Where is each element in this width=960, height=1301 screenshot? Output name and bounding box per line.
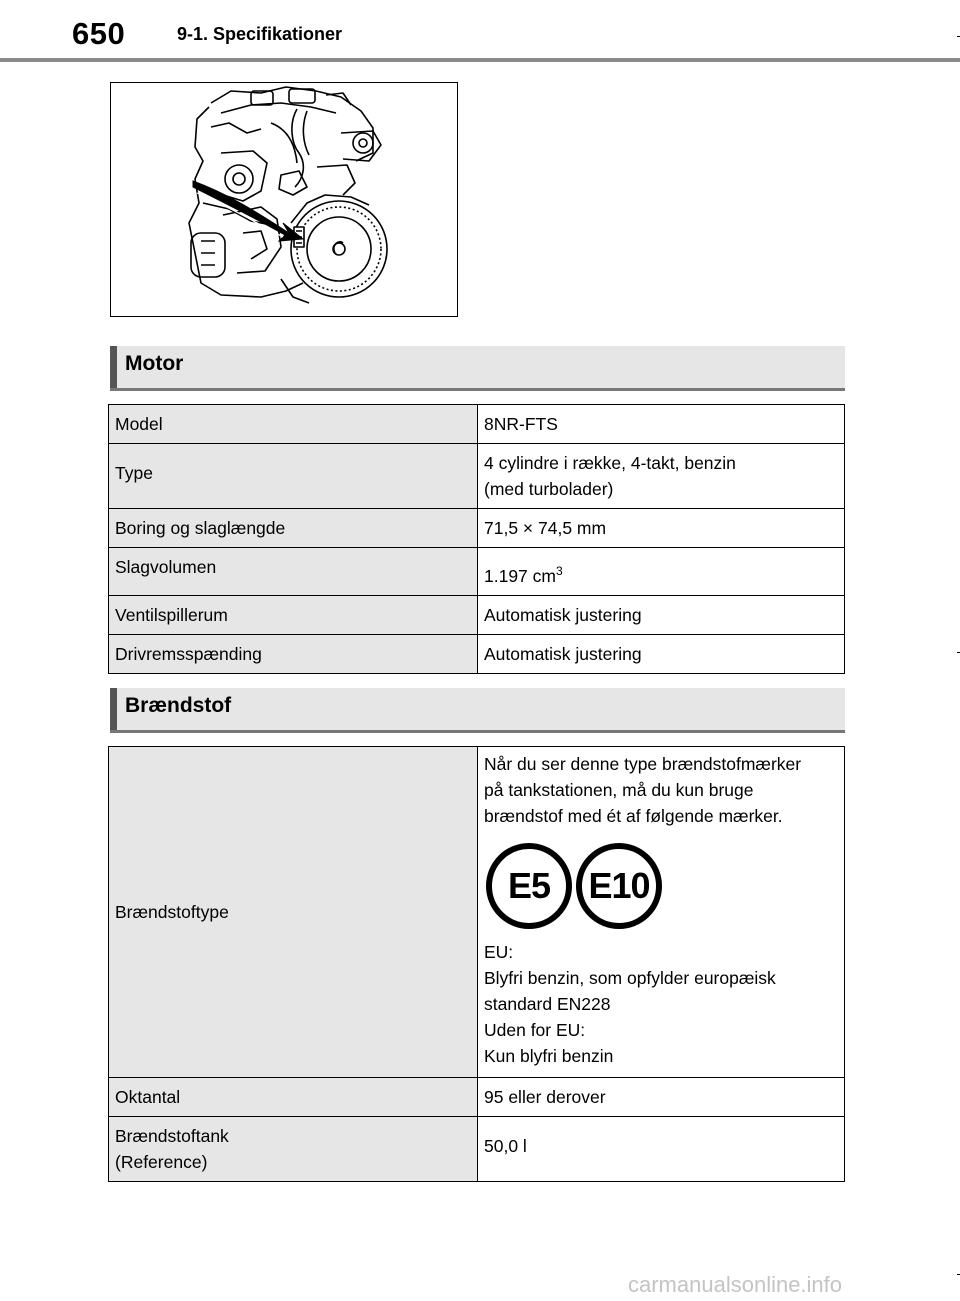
page-number: 650 [72,16,126,51]
spec-value: 50,0 l [478,1117,845,1182]
spec-value: 95 eller derover [478,1078,845,1117]
motor-heading [110,346,845,391]
fuel-detail-line: standard EN228 [484,994,611,1014]
fuel-intro-line: brændstof med ét af følgende mærker. [484,806,783,826]
spec-value: Automatisk justering [478,595,845,634]
motor-spec-table [108,404,845,674]
displacement-value: 1.197 cm [484,565,556,586]
spec-value [478,747,845,1078]
fuel-intro-line: Når du ser denne type brændstofmærker [484,754,802,774]
spec-label: Ventilspillerum [109,595,478,634]
engine-illustration-icon [111,83,457,316]
table-row [109,1078,845,1117]
fuel-spec-table [108,746,845,1182]
displacement-unit-exponent: 3 [555,564,563,578]
spec-label [109,1117,478,1182]
spec-label: Slagvolumen [109,548,478,596]
spec-label: Oktantal [109,1078,478,1117]
header-divider [0,58,960,62]
section-title: 9-1. Specifikationer [177,24,343,44]
spec-label: Type [109,444,478,509]
table-row [109,444,845,509]
fuel-detail-line: EU: [484,942,514,962]
motor-heading-text: Motor [125,352,184,375]
spec-label: Boring og slaglængde [109,509,478,548]
heading-accent [110,346,117,388]
spec-value [478,444,845,509]
table-row [109,548,845,596]
fuel-heading [110,688,845,733]
spec-label-line: Brændstoftank [115,1126,229,1146]
table-row [109,1117,845,1182]
table-row [109,747,845,1078]
spec-value: 71,5 × 74,5 mm [478,509,845,548]
fuel-detail-line: Kun blyfri benzin [484,1046,614,1066]
watermark-text: carmanualsonline.info [628,1272,843,1297]
fuel-label-badges [486,843,838,929]
spec-label: Model [109,405,478,444]
spec-value-line: (med turbolader) [484,479,614,499]
fuel-intro-line: på tankstationen, må du kun bruge [484,780,754,800]
fuel-heading-text: Brændstof [125,694,232,717]
engine-figure [110,82,458,317]
page-header [0,0,960,64]
spec-label-line: (Reference) [115,1152,208,1172]
spec-value [478,548,845,596]
table-row [109,405,845,444]
spec-label: Drivremsspænding [109,634,478,673]
table-row [109,509,845,548]
spec-value: Automatisk justering [478,634,845,673]
e5-badge: E5 [486,843,572,929]
table-row [109,595,845,634]
spec-label: Brændstoftype [109,747,478,1078]
spec-value-line: 4 cylindre i række, 4-takt, benzin [484,453,736,473]
e10-badge: E10 [576,843,662,929]
heading-accent [110,688,117,730]
spec-value: 8NR-FTS [478,405,845,444]
table-row [109,634,845,673]
fuel-detail-line: Blyfri benzin, som opfylder europæisk [484,968,776,988]
fuel-detail-line: Uden for EU: [484,1020,586,1040]
